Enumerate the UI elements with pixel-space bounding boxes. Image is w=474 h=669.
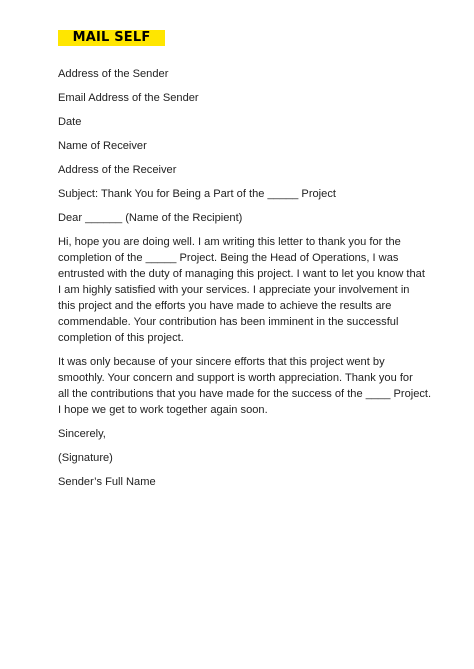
receiver-address: Address of the Receiver <box>58 164 177 176</box>
sender-email: Email Address of the Sender <box>58 92 199 104</box>
paragraph-line: It was only because of your sincere efforts that this project went by <box>58 356 385 368</box>
closing: Sincerely, <box>58 428 106 440</box>
signature: (Signature) <box>58 452 113 464</box>
sender-full-name: Sender’s Full Name <box>58 476 156 488</box>
paragraph-line: Hi, hope you are doing well. I am writing this letter to thank you for the <box>58 236 401 248</box>
paragraph-line: smoothly. Your concern and support is worth appreciation. Thank you for <box>58 372 413 384</box>
paragraph-line: commendable. Your contribution has been imminent in the successful <box>58 316 399 328</box>
logo-text: MAIL SELF <box>72 30 151 45</box>
paragraph-line: entrusted with the duty of managing this project. I want to let you know that <box>58 268 425 280</box>
paragraph-line: this project and the efforts you have made to achieve the results are <box>58 300 392 312</box>
body-paragraph-1 <box>58 234 430 346</box>
subject-line: Subject: Thank You for Being a Part of the _____ Project <box>58 188 336 200</box>
paragraph-line: completion of this project. <box>58 332 184 344</box>
receiver-name: Name of Receiver <box>58 140 147 152</box>
mail-self-logo <box>58 30 165 46</box>
salutation: Dear ______ (Name of the Recipient) <box>58 212 243 224</box>
paragraph-line: I am highly satisfied with your services. I appreciate your involvement in <box>58 284 410 296</box>
paragraph-line: completion of the _____ Project. Being the Head of Operations, I was <box>58 252 399 264</box>
letter-date: Date <box>58 116 82 128</box>
paragraph-line: I hope we get to work together again soon. <box>58 404 268 416</box>
letter-body <box>58 66 430 498</box>
sender-address: Address of the Sender <box>58 68 169 80</box>
paragraph-line: all the contributions that you have made for the success of the ____ Project. <box>58 388 432 400</box>
body-paragraph-2 <box>58 354 430 418</box>
